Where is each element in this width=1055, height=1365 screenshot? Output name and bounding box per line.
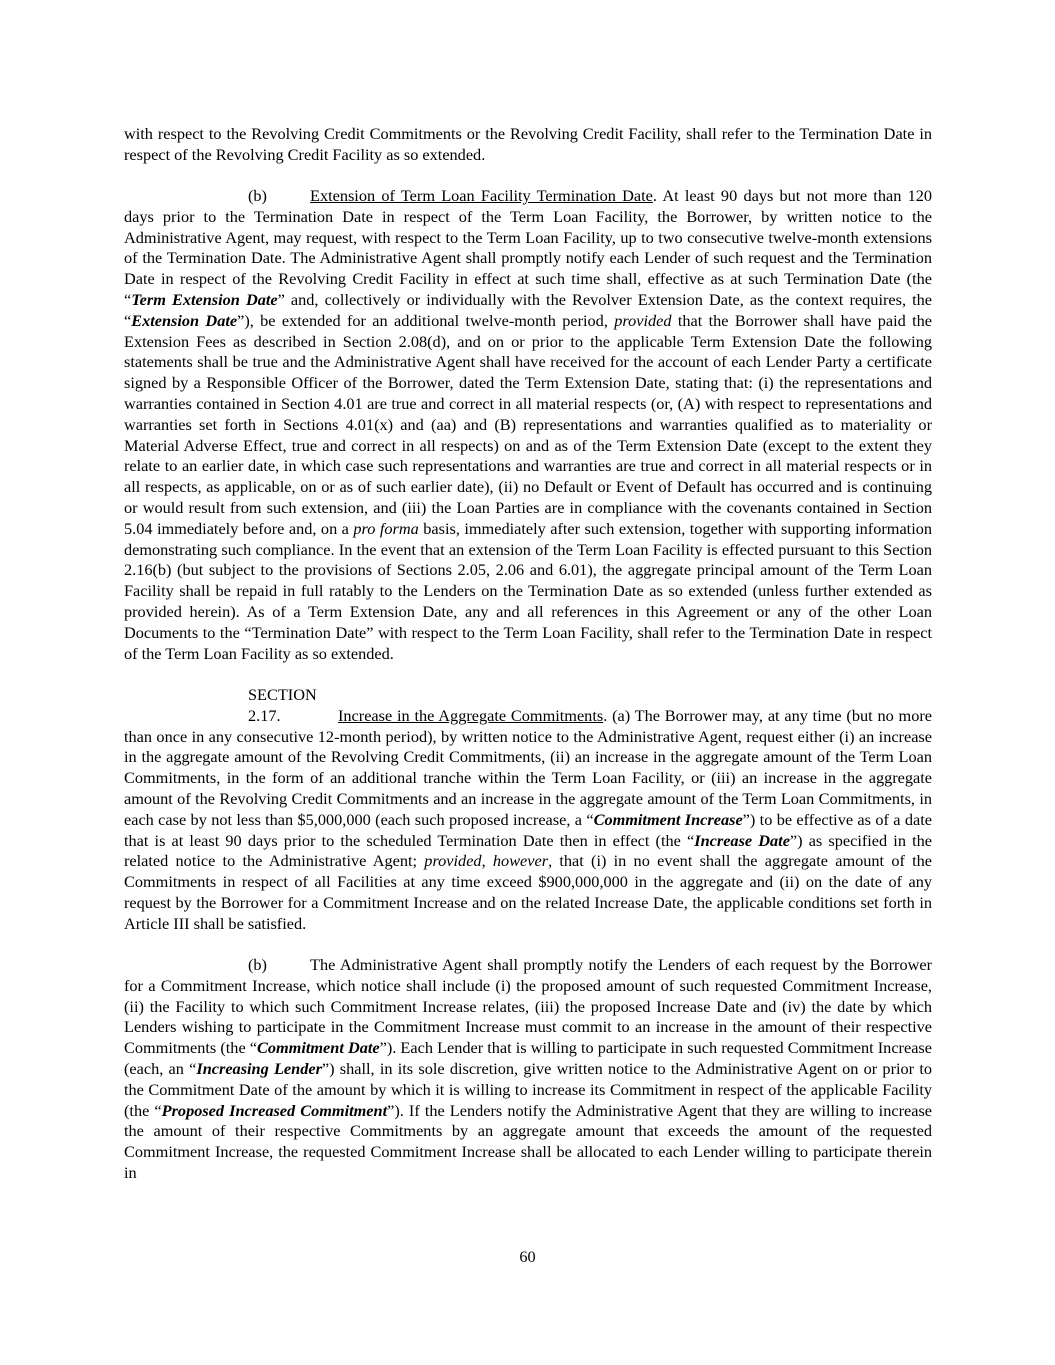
section-2-17: SECTION 2.17. Increase in the Aggregate Commitments. (a) The Borrower may, at any time (but no more than once in any consecutive 12-month period), by written notice to the Administrative Agent, request either (i) an increase in the aggregate amount of the Revolving Credit Commitments, (ii) an increase in the aggregate amount of the Term Loan Commitments, in the form of an additional tranche within the Term Loan Facility, or (iii) an increase in the aggregate amount of the Revolving Credit Commitments and an increase in the aggregate amount of the Term Loan Commitments, in each case by not less than $5,000,000 (each such proposed increase, a “Commitment Increase”) to be effective as of a date that is at least 90 days prior to the scheduled Termination Date then in effect (the “Increase Date”) as specified in the related notice to the Administrative Agent; provided, however, that (i) in no event shall the aggregate amount of the Commitments in respect of all Facilities at any time exceed $900,000,000 in the aggregate and (ii) on the date of any request by the Borrower for a Commitment Increase and on the related Increase Date, the applicable conditions set forth in Article III shall be satisfied. [124, 684, 933, 933]
defined-term: Term Extension Date [131, 290, 278, 310]
document-page [124, 124, 932, 1204]
defined-term: Proposed Increased Commitment [161, 1100, 388, 1120]
italic-term: provided [614, 310, 672, 330]
section-heading: Increase in the Aggregate Commitments [338, 705, 604, 725]
clause-label: (b) [248, 186, 267, 206]
defined-term: Increase Date [694, 830, 790, 850]
page-number: 60 [519, 1247, 536, 1266]
paragraph-2-16-b: (b) Extension of Term Loan Facility Termination Date. At least 90 days but not more than 120 days prior to the Termination Date in respect of the Term Loan Facility, the Borrower, by written notice to the Administrative Agent, may request, with respect to the Term Loan Facility, up to two consecutive twelve-month extensions of the Termination Date. The Administrative Agent shall promptly notify each Lender of such request and the Termination Date in respect of the Revolving Credit Facility in effect at such time shall, effective as at such Termination Date (the “Term Extension Date” and, collectively or individually with the Revolver Extension Date, as the context requires, the “Extension Date”), be extended for an additional twelve-month period, provided that the Borrower shall have paid the Extension Fees as described in Section 2.08(d), and on or prior to the applicable Term Extension Date the following statements shall be true and the Administrative Agent shall have received for the account of each Lender Party a certificate signed by a Responsible Officer of the Borrower, dated the Term Extension Date, stating that: (i) the representations and warranties contained in Section 4.01 are true and correct in all material respects (or, (A) with respect to representations and warranties set forth in Sections 4.01(x) and (aa) and (B) representations and warranties qualified as to materiality or Material Adverse Effect, true and correct in all respects) on and as of the Term Extension Date (except to the extent they relate to an earlier date, in which case such representations and warranties are true and correct in all material respects or in all respects, as applicable, on or as of such earlier date), (ii) no Default or Event of Default has occurred and is continuing or would result from such extension, and (iii) the Loan Parties are in compliance with the covenants contained in Section 5.04 immediately before and, on a pro forma basis, immediately after such extension, together with supporting information demonstrating such compliance. In the event that an extension of the Term Loan Facility is effected pursuant to this Section 2.16(b) (but subject to the provisions of Sections 2.05, 2.06 and 6.01), the aggregate principal amount of the Term Loan Facility shall be repaid in full ratably to the Lenders on the Termination Date as so extended (unless further extended as provided herein). As of a Term Extension Date, any and all references in this Agreement or any of the other Loan Documents to the “Termination Date” with respect to the Term Loan Facility, shall refer to the Termination Date in respect of the Term Loan Facility as so extended. [124, 186, 933, 663]
section-number: SECTION 2.17. [248, 684, 317, 725]
defined-term: Increasing Lender [196, 1058, 322, 1078]
defined-term: Commitment Date [257, 1038, 380, 1058]
italic-term: provided [424, 851, 482, 871]
italic-term: pro forma [353, 518, 419, 538]
defined-term: Extension Date [131, 310, 238, 330]
clause-label: (b) [248, 954, 267, 974]
clause-heading: Extension of Term Loan Facility Termination Date [310, 186, 653, 206]
paragraph-continuation [124, 124, 932, 166]
defined-term: Commitment Increase [593, 809, 743, 829]
italic-term: however [492, 851, 549, 871]
paragraph-text: with respect to the Revolving Credit Commitments or the Revolving Credit Facility, shall refer to the Termination Date in respect of the Revolving Credit Facility as so extended. [124, 124, 932, 164]
paragraph-2-17-b: (b) The Administrative Agent shall promptly notify the Lenders of each request by the Borrower for a Commitment Increase, which notice shall include (i) the proposed amount of such requested Commitment Increase, (ii) the Facility to which such Commitment Increase relates, (iii) the proposed Increase Date and (iv) the date by which Lenders wishing to participate in the Commitment Increase must commit to an increase in the amount of their respective Commitments (the “Commitment Date”). Each Lender that is willing to participate in such requested Commitment Increase (each, an “Increasing Lender”) shall, in its sole discretion, give written notice to the Administrative Agent on or prior to the Commitment Date of the amount by which it is willing to increase its Commitment in respect of the applicable Facility (the “Proposed Increased Commitment”). If the Lenders notify the Administrative Agent that they are willing to increase the amount of their respective Commitments by an aggregate amount that exceeds the amount of the requested Commitment Increase, the requested Commitment Increase shall be allocated to each Lender willing to participate therein in [124, 954, 933, 1182]
